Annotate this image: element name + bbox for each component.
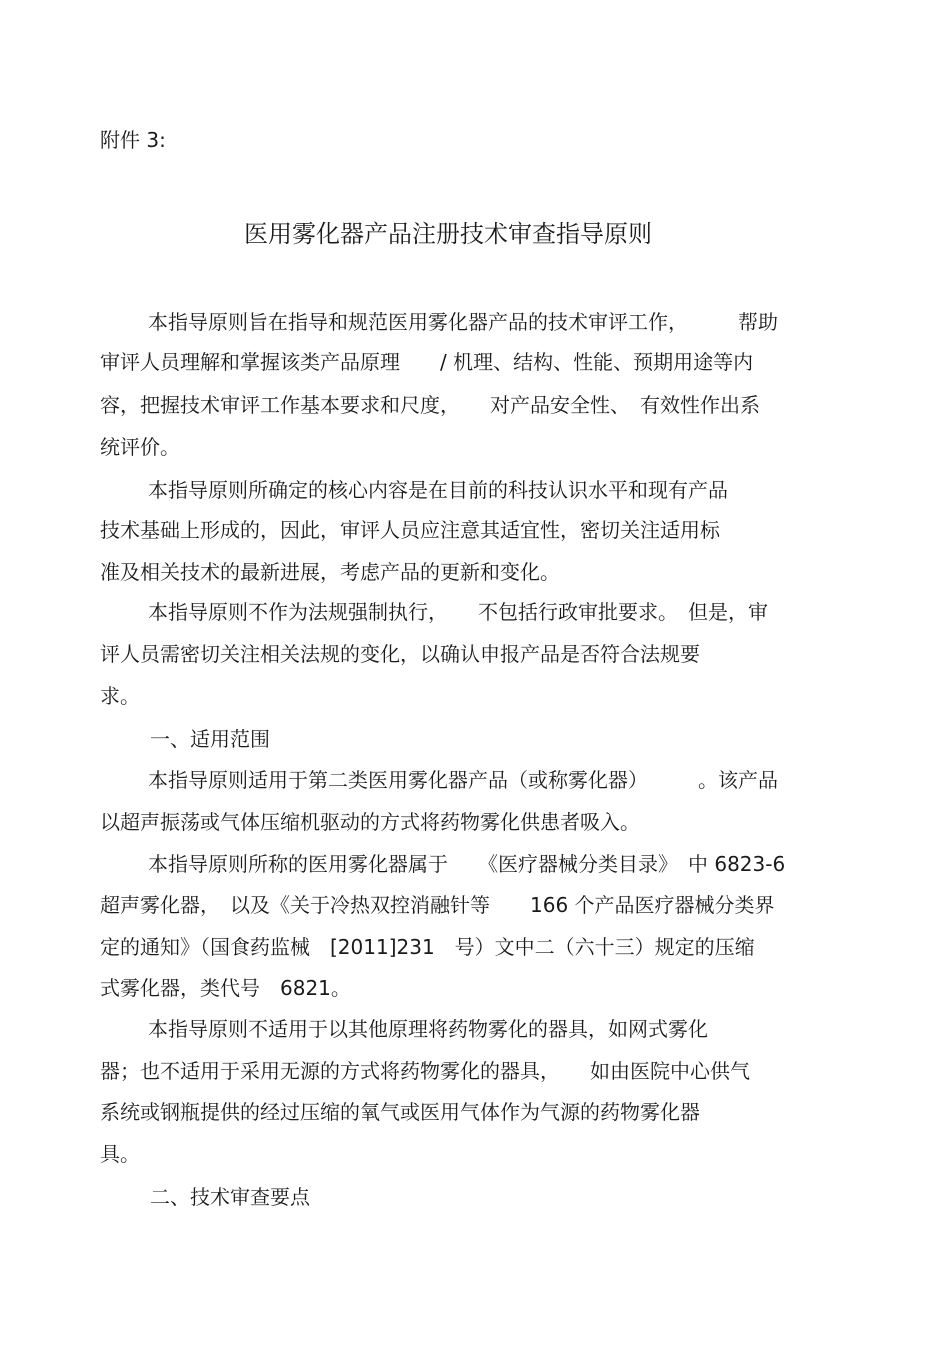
section-heading: 一、适用范围 xyxy=(150,727,270,751)
paragraph-line: 本指导原则不作为法规强制执行， 不包括行政审批要求。 但是，审 xyxy=(148,600,768,624)
paragraph-line: 式雾化器，类代号 6821。 xyxy=(100,976,351,1000)
paragraph-line: 准及相关技术的最新进展，考虑产品的更新和变化。 xyxy=(100,560,560,584)
paragraph-line: 本指导原则所称的医用雾化器属于 《医疗器械分类目录》 中 6823-6 xyxy=(148,852,786,876)
document-title: 医用雾化器产品注册技术审查指导原则 xyxy=(244,220,652,248)
paragraph-line: 定的通知》（国食药监械 [2011]231 号）文中二（六十三）规定的压缩 xyxy=(100,935,755,959)
paragraph-line: 以超声振荡或气体压缩机驱动的方式将药物雾化供患者吸入。 xyxy=(100,810,640,834)
paragraph-line: 求。 xyxy=(100,684,140,708)
section-heading: 二、技术审查要点 xyxy=(150,1185,310,1209)
paragraph-line: 本指导原则适用于第二类医用雾化器产品（或称雾化器） 。该产品 xyxy=(148,768,778,792)
paragraph-line: 具。 xyxy=(100,1142,140,1166)
paragraph-line: 本指导原则不适用于以其他原理将药物雾化的器具，如网式雾化 xyxy=(148,1017,708,1041)
paragraph-line: 评人员需密切关注相关法规的变化，以确认申报产品是否符合法规要 xyxy=(100,642,700,666)
paragraph-line: 本指导原则旨在指导和规范医用雾化器产品的技术审评工作， 帮助 xyxy=(148,310,778,334)
paragraph-line: 技术基础上形成的，因此，审评人员应注意其适宜性，密切关注适用标 xyxy=(100,518,720,542)
paragraph-line: 本指导原则所确定的核心内容是在目前的科技认识水平和现有产品 xyxy=(148,478,728,502)
paragraph-line: 容，把握技术审评工作基本要求和尺度， 对产品安全性、 有效性作出系 xyxy=(100,393,760,417)
attachment-label: 附件 3: xyxy=(100,128,166,152)
paragraph-line: 超声雾化器， 以及《关于冷热双控消融针等 166 个产品医疗器械分类界 xyxy=(100,893,775,917)
paragraph-line: 器；也不适用于采用无源的方式将药物雾化的器具， 如由医院中心供气 xyxy=(100,1059,750,1083)
paragraph-line: 系统或钢瓶提供的经过压缩的氧气或医用气体作为气源的药物雾化器 xyxy=(100,1100,700,1124)
paragraph-line: 统评价。 xyxy=(100,435,180,459)
paragraph-line: 审评人员理解和掌握该类产品原理 / 机理、结构、性能、预期用途等内 xyxy=(100,350,754,374)
